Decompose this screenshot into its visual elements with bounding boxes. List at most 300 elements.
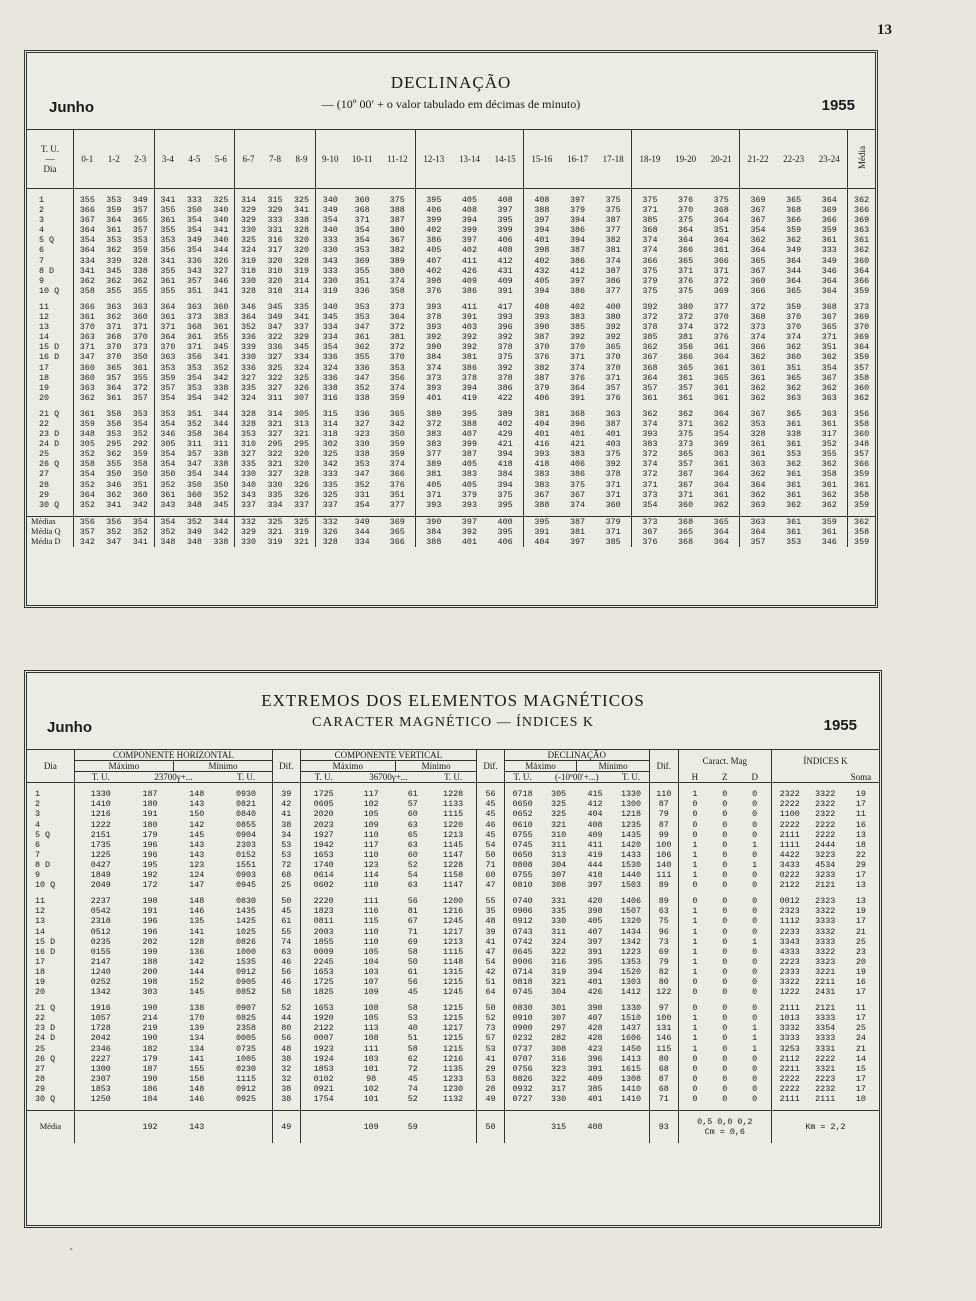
cell-value: 307 [551,870,567,881]
cell-value: 1230 [443,1083,464,1094]
cell-value: 1353 [620,956,642,967]
cell-value: 354 [315,215,344,225]
table-row [27,480,875,490]
cell-value: 1 [678,906,711,916]
cell-value: 0912 [235,1083,257,1094]
cell-value: 317 [267,245,283,256]
cell-value: 2222 [771,799,807,809]
cell-value: 366 [389,469,405,480]
cell-value: 170 [189,1013,205,1024]
cell-value: 1440 [620,870,642,881]
cell-value: 2121 [815,1003,836,1014]
cell-value: 0 [752,906,758,917]
cell-value: 1927 [300,830,347,840]
cell-value: 41 [273,809,301,819]
cell-value: 345 [315,312,344,322]
cell-value: 105 [363,1013,379,1024]
cell-value: 374 [415,363,451,373]
cell-value: 364 [632,373,668,383]
cell-value: 366 [389,537,405,547]
cell-value: 305 [154,439,181,449]
cell-value: 52 [407,1094,418,1104]
cell-value: 311 [551,839,567,850]
cell-value: 336 [354,362,370,373]
cell-value: 394 [497,479,513,490]
cell-value: 374 [569,362,586,373]
cell-value: 199 [142,946,158,957]
table-row [27,439,875,449]
cell-value: 350 [186,479,202,490]
header-h-minimo: Mínimo [173,761,272,772]
table-row [27,373,875,383]
cell-value: 357 [678,459,694,470]
cell-value: 65 [407,829,418,840]
cell-value: 351 [186,285,202,296]
cell-value: 343 [235,490,262,500]
declinacao-header-row [27,130,875,189]
cell-value: 24 [855,1033,866,1044]
cell-value: 350 [154,469,181,479]
page-number: 13 [877,22,892,38]
cell-value: 39 [273,789,301,799]
cell-value: 405 [461,479,477,490]
cell-value: 310 [235,439,262,449]
cell-value: 371 [632,480,668,490]
cell-value: 311 [213,439,229,450]
cell-value: 346 [821,265,837,276]
cell-value: 338 [213,459,229,470]
cell-value: 393 [415,383,451,393]
cell-value: 344 [213,418,229,429]
table-row [27,383,875,393]
cell-value: 403 [461,322,477,333]
cell-value: 341 [106,499,122,510]
cell-value: 1057 [74,1013,126,1023]
row-day: Média Q [31,526,61,536]
cell-value: 325 [267,362,283,373]
cell-value: 2322 [815,809,836,820]
cell-value: 0 [678,1054,711,1064]
cell-value: 96 [649,927,678,937]
cell-value: 0707 [504,1054,540,1064]
cell-value: 390 [523,322,559,332]
cell-value: 340 [213,235,229,246]
cell-value: 2211 [771,1064,807,1074]
cell-value: 1 [752,1033,758,1044]
cell-value: 3343 [771,937,807,947]
cell-value: 393 [632,429,668,439]
cell-value: 364 [740,480,776,490]
cell-value: 1132 [443,1094,464,1104]
cell-value: 344 [213,408,229,419]
cell-value: 1 [678,967,711,977]
cell-value: 393 [523,312,559,322]
cell-value: 325 [315,490,344,500]
cell-value: 352 [186,516,202,527]
header-d: D [751,771,758,782]
cell-value: 128 [189,936,205,947]
cell-value: 0605 [300,799,347,809]
cell-value: 124 [189,870,205,881]
cell-value: 0826 [235,936,257,947]
cell-value: 0 [752,916,758,927]
row-day: 8 D [39,265,55,276]
cell-value: 1147 [443,880,464,891]
cell-value: 354 [713,429,729,440]
cell-value: 322 [551,946,567,957]
media-h-max: 192 [142,1122,158,1133]
cell-value: 392 [605,322,621,333]
cell-value: 301 [551,1003,567,1014]
cell-value: 1215 [443,1013,464,1024]
cell-value: 369 [821,205,837,216]
cell-value: 53 [273,840,301,850]
cell-value: 363 [713,449,729,460]
cell-value: 75 [649,916,678,926]
table-row [27,977,879,987]
cell-value: 385 [569,322,586,333]
cell-value: 365 [821,322,837,333]
cell-value: 377 [605,225,621,236]
cell-value: 365 [389,526,405,537]
cell-value: 363 [132,301,148,312]
cell-value: 372 [632,449,668,459]
cell-value: 1728 [74,1023,126,1033]
cell-value: 368 [740,312,776,322]
cell-value: 1 [678,927,711,937]
cell-value: 383 [632,439,668,449]
cell-value: 1 [678,957,711,967]
cell-value: 0 [752,1003,758,1014]
cell-value: 365 [713,516,729,527]
cell-value: 361 [821,235,837,246]
cell-value: 0 [722,799,728,810]
header-hour: 10-11 [351,153,373,164]
cell-value: 395 [497,499,513,510]
cell-value: 392 [497,362,513,373]
cell-value: 332 [235,516,262,527]
cell-value: 389 [497,408,513,419]
cell-value: 375 [497,352,513,363]
cell-value: 353 [354,312,370,323]
cell-value: 326 [293,489,310,500]
cell-media: 361 [848,235,875,245]
cell-value: 324 [315,363,344,373]
header-hour: 1-2 [107,153,120,164]
cell-value: 297 [551,1023,567,1034]
row-day: 26 Q [35,1053,56,1064]
header-d-tu-max: T. U. [504,772,540,783]
cell-value: 356 [74,516,101,527]
cell-value: 313 [551,849,567,860]
row-day: 27 [39,469,50,480]
cell-value: 45 [477,799,505,809]
cell-value: 0 [722,819,728,830]
header-hour: 23-24 [818,153,840,164]
cell-value: 375 [713,195,729,205]
header-declinacao: DECLINAÇÃO [504,750,649,761]
cell-value: 1005 [235,1053,257,1064]
cell-value: 422 [497,392,513,403]
cell-value: 186 [142,1083,158,1094]
cell-value: 393 [497,312,513,323]
cell-value: 380 [678,301,694,312]
cell-value: 1315 [443,966,464,977]
cell-value: 0 [722,936,728,947]
cell-value: 353 [132,408,148,419]
cell-value: 328 [293,469,310,480]
row-day: 23 D [35,1023,56,1034]
cell-value: 362 [786,342,802,353]
cell-value: 69 [407,936,418,947]
cell-value: 68 [649,1064,678,1074]
cell-value: 354 [186,372,202,383]
cell-value: 384 [415,527,451,537]
cell-value: 361 [740,439,776,449]
row-day: 5 Q [39,235,55,246]
cell-value: 351 [354,275,370,286]
cell-value: 342 [74,537,101,547]
cell-value: 0 [722,789,728,800]
cell-value: 353 [186,382,202,393]
cell-value: 2333 [771,967,807,977]
cell-value: 345 [213,499,229,510]
table-row [27,469,875,479]
cell-value: 71 [407,926,418,937]
cell-value: 82 [649,967,678,977]
cell-value: 359 [154,373,181,383]
table-row [27,312,875,322]
header-h-tu-max: T. U. [74,772,126,783]
media-h-dif: 49 [273,1111,301,1144]
cell-value: 419 [587,849,603,860]
cell-value: 330 [235,537,262,547]
cell-value: 412 [497,255,513,266]
cell-value: 371 [821,332,837,343]
cell-value: 87 [649,1074,678,1084]
cell-value: 376 [415,286,451,296]
cell-value: 2444 [815,839,836,850]
cell-value: 373 [186,312,202,323]
cell-value: 352 [74,449,101,459]
row-day: 26 Q [39,459,60,470]
cell-value: 351 [821,342,837,353]
cell-value: 1507 [620,906,642,917]
cell-value: 361 [154,312,181,322]
cell-value: 376 [632,537,668,547]
cell-value: 339 [106,255,122,266]
cell-value: 367 [821,312,837,323]
cell-value: 352 [186,418,202,429]
cell-value: 0855 [235,819,257,830]
cell-value: 191 [142,809,158,820]
cell-value: 322 [267,372,283,383]
header-hour: 22-23 [783,153,805,164]
cell-value: 383 [569,312,586,323]
cell-value: 392 [461,526,477,537]
cell-value: 342 [132,499,148,510]
cell-value: 311 [267,392,283,403]
page-mark: ˛ [70,1240,73,1250]
cell-value: 48 [273,1044,301,1054]
cell-value: 198 [142,896,158,907]
cell-value: 1924 [300,1054,347,1064]
cell-value: 109 [363,987,379,998]
header-dif-h: Dif. [273,750,301,783]
cell-value: 109 [363,819,379,830]
header-dia: Dia [43,164,57,175]
cell-value: 344 [786,265,802,276]
cell-value: 362 [106,312,122,323]
cell-value: 314 [235,195,262,205]
cell-value: 393 [415,302,451,312]
cell-value: 331 [267,225,283,236]
cell-value: 330 [551,1094,567,1104]
cell-value: 17 [855,1083,866,1094]
cell-value: 307 [293,392,310,403]
cell-value: 40 [407,1023,418,1034]
cell-value: 1942 [300,840,347,850]
cell-value: 361 [678,392,694,403]
cell-value: 0650 [504,850,540,860]
cell-value: 56 [273,967,301,977]
cell-value: 381 [678,332,694,343]
cell-value: 353 [354,459,370,470]
cell-value: 102 [363,799,379,810]
cell-value: 418 [523,459,559,469]
cell-value: 377 [605,285,621,296]
cell-value: 198 [142,976,158,987]
table-row [27,286,875,296]
cell-value: 53 [477,1044,505,1054]
cell-value: 386 [569,469,586,480]
cell-value: 387 [569,516,586,527]
extremos-table [27,749,879,1143]
cell-value: 351 [713,225,729,236]
cell-value: 139 [189,1023,205,1034]
cell-value: 394 [461,215,477,226]
cell-value: 366 [632,256,668,266]
cell-value: 383 [213,312,229,323]
cell-value: 374 [569,499,586,510]
cell-value: 1 [678,916,711,926]
cell-value: 3233 [815,870,836,881]
cell-value: 327 [235,449,262,459]
header-d-base: (-10º00′+...) [555,772,599,783]
cell-value: 321 [267,526,283,537]
cell-value: 321 [267,418,283,429]
row-day: 1 [35,789,41,800]
cell-value: 388 [523,205,559,215]
cell-value: 365 [678,255,694,266]
cell-value: 387 [523,373,559,383]
cell-value: 322 [267,332,283,343]
cell-value: 330 [315,276,344,286]
cell-value: 338 [132,265,148,276]
cell-value: 386 [461,285,477,296]
cell-value: 371 [106,322,122,333]
cell-value: 1615 [620,1063,642,1074]
cell-value: 386 [569,225,586,236]
header-h-base: 23700γ+... [154,772,193,783]
cell-value: 0912 [504,916,540,926]
cell-media: 373 [848,302,875,312]
cell-value: 1437 [620,1023,642,1034]
cell-value: 354 [154,459,181,469]
cell-media: 360 [848,383,875,393]
table-row [27,245,875,255]
cell-value: 1112 [771,916,807,926]
row-day: 16 D [39,352,60,363]
cell-value: 147 [189,880,205,891]
cell-value: 371 [678,265,694,276]
cell-value: 354 [74,469,101,479]
cell-value: 3253 [771,1044,807,1054]
cell-value: 29 [477,1064,505,1074]
cell-value: 334 [354,537,370,547]
cell-value: 53 [477,1074,505,1084]
cell-value: 0 [722,1013,728,1024]
cell-value: 366 [821,215,837,226]
cell-value: 41 [477,1054,505,1064]
cell-value: 0645 [504,947,540,957]
cell-value: 349 [186,235,202,246]
cell-value: 394 [523,286,559,296]
cell-value: 58 [407,1043,418,1054]
row-day: 3 [35,809,41,820]
table-row [27,937,879,947]
cell-value: 354 [740,225,776,235]
cell-value: 54 [407,870,418,881]
declinacao-body [27,189,875,548]
row-day: 25 [35,1043,46,1054]
cell-value: 408 [497,245,513,256]
cell-value: 343 [154,500,181,510]
cell-value: 387 [389,215,405,226]
cell-value: 366 [678,352,694,363]
media-km: Km = 2,2 [771,1111,879,1144]
cell-value: 355 [132,372,148,383]
cell-value: 327 [267,352,283,363]
cell-value: 0 [722,956,728,967]
cell-value: 405 [461,195,477,205]
cell-value: 57 [477,1033,505,1043]
cell-value: 374 [632,419,668,429]
cell-value: 2220 [300,896,347,906]
cell-value: 361 [154,490,181,500]
cell-value: 354 [132,418,148,429]
cell-value: 355 [154,205,181,215]
cell-value: 2222 [815,829,836,840]
cell-value: 364 [678,225,694,236]
cell-value: 55 [273,927,301,937]
cell-value: 372 [415,419,451,429]
cell-value: 68 [649,1084,678,1094]
cell-value: 0 [752,1053,758,1064]
cell-value: 17 [855,1073,866,1084]
cell-value: 329 [293,332,310,343]
cell-value: 353 [235,429,262,439]
table-row [27,302,875,312]
cell-value: 362 [821,489,837,500]
cell-value: 316 [551,956,567,967]
cell-value: 395 [497,215,513,226]
table-row [27,393,875,403]
cell-value: 353 [740,419,776,429]
cell-value: 1 [678,947,711,957]
cell-value: 361 [106,392,122,403]
cell-value: 0 [752,789,758,800]
